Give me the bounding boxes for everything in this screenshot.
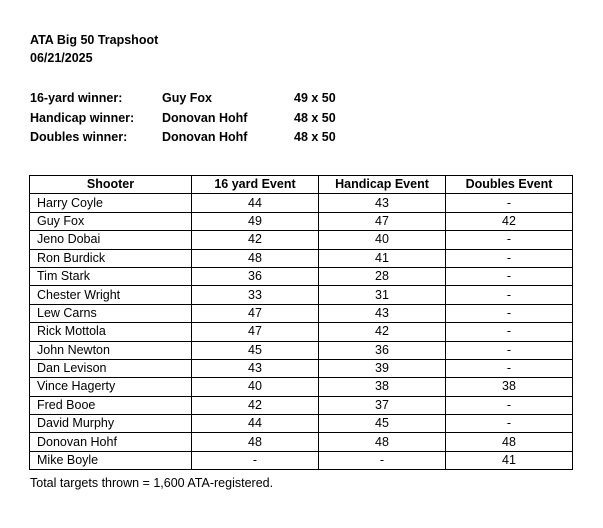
shooter-name-cell: Mike Boyle [30, 451, 192, 469]
shooter-name-cell: Dan Levison [30, 359, 192, 377]
event-date: 06/21/2025 [30, 51, 93, 65]
score-handicap-cell: 47 [319, 212, 446, 230]
score-handicap-cell: 37 [319, 396, 446, 414]
score-doubles-cell: 38 [446, 378, 573, 396]
score-handicap-cell: 48 [319, 433, 446, 451]
table-row [30, 231, 573, 249]
score-doubles-cell: - [446, 323, 573, 341]
score-16-yard-cell: 42 [192, 396, 319, 414]
score-doubles-cell: 41 [446, 451, 573, 469]
shooter-name-cell: Fred Booe [30, 396, 192, 414]
winner-name: Donovan Hohf [162, 110, 248, 125]
score-handicap-cell: 43 [319, 194, 446, 212]
score-handicap-cell: 31 [319, 286, 446, 304]
table-row [30, 433, 573, 451]
score-16-yard-cell: 48 [192, 249, 319, 267]
score-16-yard-cell: 36 [192, 267, 319, 285]
shooter-name-cell: Rick Mottola [30, 323, 192, 341]
table-row [30, 359, 573, 377]
shooter-name-cell: Harry Coyle [30, 194, 192, 212]
score-16-yard-cell: 42 [192, 231, 319, 249]
results-table [29, 175, 573, 470]
score-16-yard-cell: 48 [192, 433, 319, 451]
score-handicap-cell: 42 [319, 323, 446, 341]
document-header [30, 31, 158, 67]
score-doubles-cell: - [446, 415, 573, 433]
score-16-yard-cell: 33 [192, 286, 319, 304]
score-doubles-cell: - [446, 359, 573, 377]
shooter-name-cell: David Murphy [30, 415, 192, 433]
score-16-yard-cell: 47 [192, 304, 319, 322]
event-title: ATA Big 50 Trapshoot [30, 33, 159, 47]
table-row [30, 378, 573, 396]
footer-note: Total targets thrown = 1,600 ATA-registered. [30, 476, 274, 490]
winner-category: 16-yard winner: [30, 91, 123, 105]
score-16-yard-cell: 49 [192, 212, 319, 230]
score-doubles-cell: - [446, 341, 573, 359]
score-handicap-cell: 41 [319, 249, 446, 267]
table-row [30, 212, 573, 230]
score-doubles-cell: - [446, 231, 573, 249]
shooter-name-cell: Guy Fox [30, 212, 192, 230]
score-doubles-cell: - [446, 267, 573, 285]
table-row [30, 286, 573, 304]
winner-score: 48 x 50 [294, 110, 336, 125]
score-16-yard-cell: 47 [192, 323, 319, 341]
winner-category: Doubles winner: [30, 130, 128, 144]
column-header-doubles: Doubles Event [446, 176, 573, 194]
column-header-handicap: Handicap Event [319, 176, 446, 194]
score-handicap-cell: 28 [319, 267, 446, 285]
score-doubles-cell: - [446, 249, 573, 267]
table-header-row [30, 176, 573, 194]
table-row [30, 451, 573, 469]
score-doubles-cell: 42 [446, 212, 573, 230]
score-handicap-cell: - [319, 451, 446, 469]
score-doubles-cell: - [446, 194, 573, 212]
score-handicap-cell: 45 [319, 415, 446, 433]
table-row [30, 323, 573, 341]
winner-name: Donovan Hohf [162, 130, 248, 144]
score-16-yard-cell: 43 [192, 359, 319, 377]
shooter-name-cell: Chester Wright [30, 286, 192, 304]
score-16-yard-cell: - [192, 451, 319, 469]
winner-name: Guy Fox [162, 91, 213, 105]
table-row [30, 415, 573, 433]
score-handicap-cell: 40 [319, 231, 446, 249]
table-row [30, 304, 573, 322]
shooter-name-cell: Tim Stark [30, 267, 192, 285]
winner-score: 49 x 50 [294, 91, 336, 105]
shooter-name-cell: Lew Carns [30, 304, 192, 322]
winner-score: 48 x 50 [294, 130, 336, 144]
column-header-16-yard: 16 yard Event [192, 176, 319, 194]
shooter-name-cell: Ron Burdick [30, 249, 192, 267]
score-16-yard-cell: 40 [192, 378, 319, 396]
shooter-name-cell: Vince Hagerty [30, 378, 192, 396]
score-doubles-cell: - [446, 304, 573, 322]
shooter-name-cell: John Newton [30, 341, 192, 359]
table-row [30, 341, 573, 359]
score-handicap-cell: 38 [319, 378, 446, 396]
table-row [30, 396, 573, 414]
column-header-shooter: Shooter [30, 176, 192, 194]
score-doubles-cell: - [446, 396, 573, 414]
table-row [30, 249, 573, 267]
table-row [30, 194, 573, 212]
shooter-name-cell: Jeno Dobai [30, 231, 192, 249]
shooter-name-cell: Donovan Hohf [30, 433, 192, 451]
score-doubles-cell: - [446, 286, 573, 304]
table-row [30, 267, 573, 285]
score-handicap-cell: 43 [319, 304, 446, 322]
table-body [30, 194, 573, 470]
winner-category: Handicap winner: [30, 110, 135, 125]
score-handicap-cell: 36 [319, 341, 446, 359]
score-16-yard-cell: 44 [192, 194, 319, 212]
score-doubles-cell: 48 [446, 433, 573, 451]
score-16-yard-cell: 44 [192, 415, 319, 433]
score-16-yard-cell: 45 [192, 341, 319, 359]
score-handicap-cell: 39 [319, 359, 446, 377]
